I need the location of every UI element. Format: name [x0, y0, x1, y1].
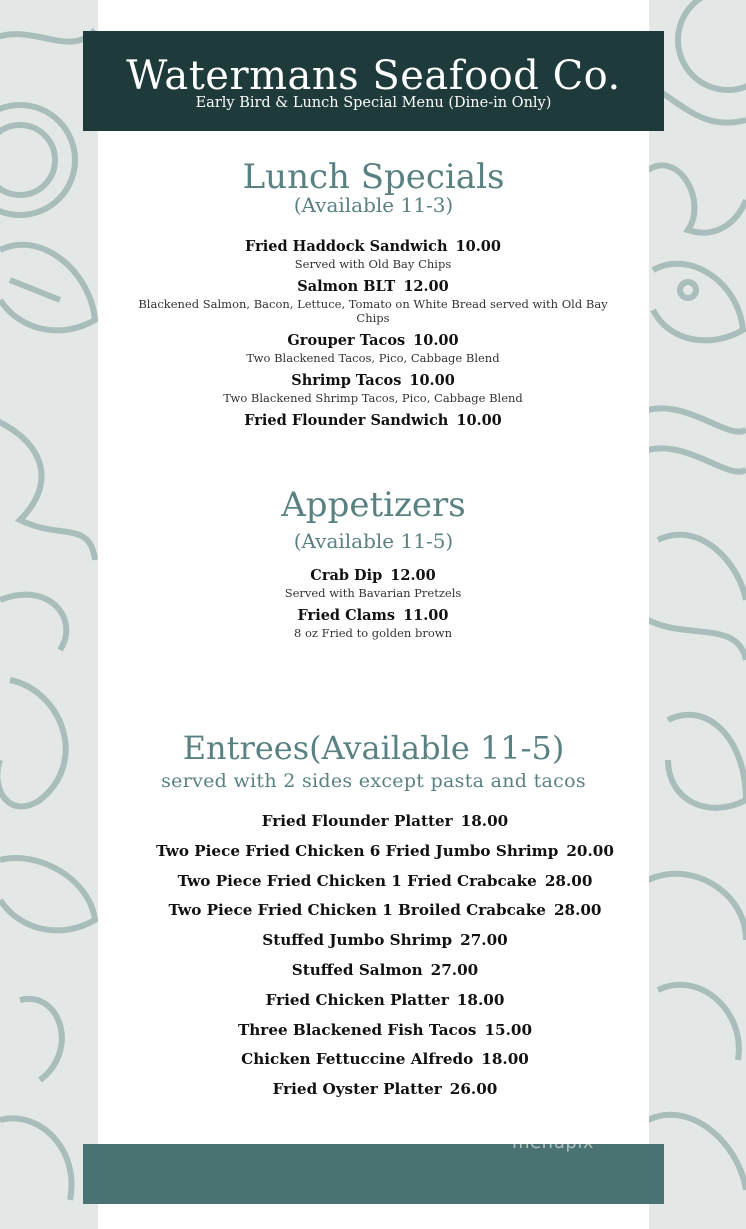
- item-name: Fried Flounder Platter: [261, 812, 453, 830]
- item-price: 18.00: [456, 990, 505, 1009]
- entree-item: [120, 960, 650, 990]
- item-name: Two Piece Fried Chicken 6 Fried Jumbo Shrimp: [156, 841, 559, 860]
- menu-item: [120, 566, 626, 600]
- item-description: Blackened Salmon, Bacon, Lettuce, Tomato on White Bread served with Old Bay Chips: [138, 297, 608, 325]
- restaurant-name: Watermans Seafood Co.: [126, 53, 621, 99]
- item-name: Fried Haddock Sandwich: [245, 238, 448, 255]
- menu-item: [120, 277, 626, 325]
- item-description: Two Blackened Tacos, Pico, Cabbage Blend: [246, 351, 500, 365]
- item-name: Fried Oyster Platter: [272, 1080, 442, 1099]
- item-name: Crab Dip: [310, 567, 383, 584]
- item-price: 18.00: [481, 1050, 529, 1069]
- entrees-subtitle: served with 2 sides except pasta and tacos: [161, 770, 586, 792]
- item-name: Three Blackened Fish Tacos: [237, 1020, 477, 1039]
- item-price: 10.00: [409, 372, 455, 389]
- appetizer-items: [120, 566, 626, 646]
- lunch-specials-availability: (Available 11-3): [293, 193, 454, 217]
- entree-item: [120, 1020, 650, 1050]
- lunch-specials-title: Lunch Specials: [242, 157, 505, 197]
- entree-item: [120, 900, 650, 930]
- item-description: Served with Bavarian Pretzels: [284, 586, 462, 600]
- item-price: 12.00: [390, 567, 436, 584]
- item-description: Two Blackened Shrimp Tacos, Pico, Cabbage Blend: [223, 391, 523, 405]
- entree-item: [120, 1049, 650, 1079]
- appetizers-availability: (Available 11-5): [293, 529, 454, 553]
- item-price: 10.00: [413, 332, 459, 349]
- item-description: 8 oz Fried to golden brown: [293, 626, 452, 640]
- item-price: 28.00: [544, 871, 593, 890]
- item-price: 27.00: [430, 960, 479, 979]
- item-price: 10.00: [456, 412, 502, 429]
- entree-items: [120, 811, 650, 1109]
- item-name: Two Piece Fried Chicken 1 Fried Crabcake: [177, 871, 537, 890]
- item-price: 18.00: [460, 812, 509, 830]
- item-price: 10.00: [455, 238, 501, 255]
- item-name: Shrimp Tacos: [291, 372, 402, 389]
- menu-item: [120, 411, 626, 431]
- entree-item: [120, 990, 650, 1020]
- item-price: 28.00: [553, 901, 602, 920]
- entrees-title: Entrees(Available 11-5): [182, 729, 565, 767]
- item-name: Fried Chicken Platter: [265, 990, 449, 1009]
- header-bar: [83, 31, 664, 131]
- item-name: Stuffed Jumbo Shrimp: [262, 931, 453, 950]
- item-price: 12.00: [403, 278, 449, 295]
- entree-item: [120, 811, 650, 841]
- menu-item: [120, 237, 626, 271]
- menu-item: [120, 371, 626, 405]
- item-price: 11.00: [403, 607, 449, 624]
- entree-item: [120, 871, 650, 901]
- item-price: 27.00: [460, 931, 508, 950]
- item-name: Stuffed Salmon: [291, 960, 423, 979]
- lunch-items: [120, 237, 626, 437]
- menupix-watermark: menupix: [512, 1132, 595, 1153]
- item-description: Served with Old Bay Chips: [294, 257, 452, 271]
- menu-subtitle: Early Bird & Lunch Special Menu (Dine-in Only): [195, 95, 552, 111]
- item-name: Two Piece Fried Chicken 1 Broiled Crabcake: [168, 901, 546, 920]
- entree-item: [120, 841, 650, 871]
- appetizers-title: Appetizers: [281, 485, 466, 525]
- item-price: 20.00: [566, 841, 614, 860]
- item-name: Grouper Tacos: [287, 332, 406, 349]
- entree-item: [120, 1079, 650, 1109]
- menu-item: [120, 606, 626, 640]
- item-name: Salmon BLT: [297, 278, 396, 295]
- item-name: Fried Flounder Sandwich: [244, 412, 449, 429]
- item-name: Fried Clams: [297, 607, 396, 624]
- footer-bar: [83, 1144, 664, 1204]
- entree-item: [120, 930, 650, 960]
- item-name: Chicken Fettuccine Alfredo: [241, 1050, 474, 1069]
- item-price: 26.00: [449, 1080, 498, 1099]
- item-price: 15.00: [484, 1020, 533, 1039]
- menu-item: [120, 331, 626, 365]
